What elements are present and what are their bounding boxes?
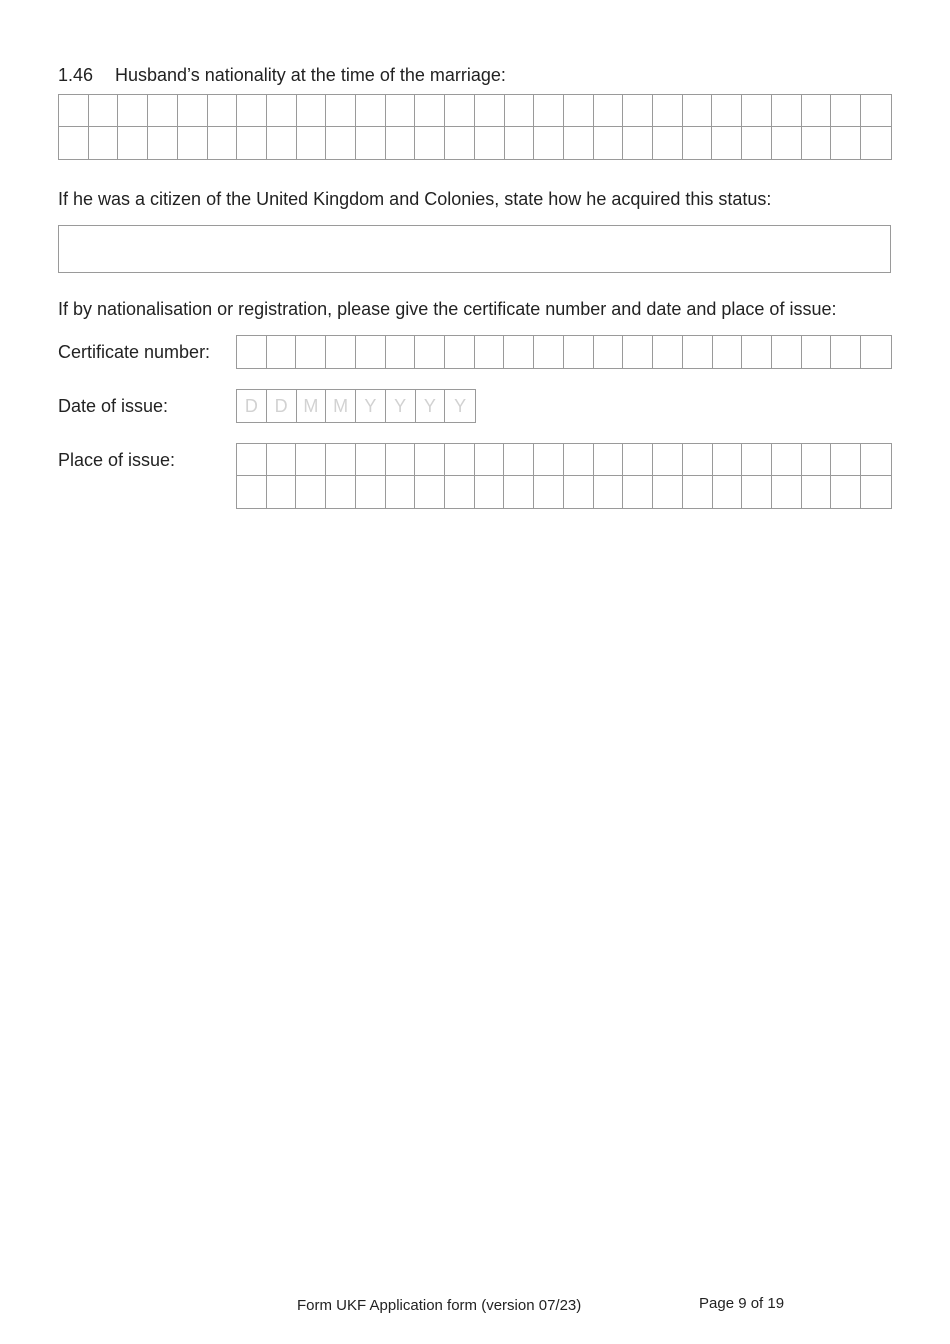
character-box[interactable]: [356, 476, 386, 508]
character-box[interactable]: [475, 127, 505, 159]
character-box[interactable]: [326, 336, 356, 368]
character-box[interactable]: [742, 444, 772, 476]
character-box[interactable]: [356, 127, 386, 159]
character-box[interactable]: [594, 336, 624, 368]
character-box[interactable]: [445, 444, 475, 476]
character-box[interactable]: [802, 336, 832, 368]
naturalisation-prompt: If by nationalisation or registration, please give the certificate number and date and place of issue:: [58, 299, 837, 319]
character-box[interactable]: [415, 95, 445, 127]
character-box[interactable]: [653, 336, 683, 368]
character-box[interactable]: [712, 95, 742, 127]
footer-form-name: Form UKF Application form (version 07/23): [297, 1297, 582, 1314]
character-box[interactable]: [831, 476, 861, 508]
character-box[interactable]: [594, 95, 624, 127]
character-box[interactable]: [861, 336, 891, 368]
character-box[interactable]: [504, 476, 534, 508]
character-box[interactable]: [802, 476, 832, 508]
character-box[interactable]: [237, 127, 267, 159]
character-box[interactable]: [861, 127, 891, 159]
place-of-issue-label: Place of issue:: [58, 450, 176, 470]
character-box[interactable]: [445, 127, 475, 159]
character-box[interactable]: [445, 95, 475, 127]
character-box[interactable]: [504, 336, 534, 368]
character-box[interactable]: [386, 95, 416, 127]
character-box[interactable]: [237, 95, 267, 127]
character-box[interactable]: [326, 95, 356, 127]
character-box[interactable]: [594, 127, 624, 159]
certificate-number-label: Certificate number:: [58, 342, 211, 362]
character-box[interactable]: [267, 476, 297, 508]
character-box[interactable]: [564, 95, 594, 127]
character-box[interactable]: [772, 336, 802, 368]
character-box[interactable]: [802, 127, 832, 159]
character-box[interactable]: [534, 95, 564, 127]
character-box[interactable]: [713, 444, 743, 476]
character-box[interactable]: [742, 95, 772, 127]
date-digit-box[interactable]: Y: [356, 390, 386, 422]
character-box[interactable]: [386, 444, 416, 476]
character-box[interactable]: [772, 476, 802, 508]
character-box[interactable]: [534, 336, 564, 368]
character-box[interactable]: [267, 444, 297, 476]
date-digit-box[interactable]: D: [267, 390, 297, 422]
character-box[interactable]: [861, 476, 891, 508]
character-box[interactable]: [831, 127, 861, 159]
character-box[interactable]: [415, 444, 445, 476]
citizen-status-prompt: If he was a citizen of the United Kingdom and Colonies, state how he acquired this status:: [58, 189, 772, 209]
character-box[interactable]: [386, 336, 416, 368]
character-box[interactable]: [534, 444, 564, 476]
character-box[interactable]: [297, 95, 327, 127]
character-box[interactable]: [118, 127, 148, 159]
character-box[interactable]: [772, 127, 802, 159]
character-box[interactable]: [683, 476, 713, 508]
character-box[interactable]: [445, 336, 475, 368]
character-box[interactable]: [148, 127, 178, 159]
character-box[interactable]: [326, 444, 356, 476]
character-box[interactable]: [267, 95, 297, 127]
date-digit-box[interactable]: Y: [416, 390, 446, 422]
character-box[interactable]: [237, 336, 267, 368]
citizen-status-input[interactable]: [58, 225, 891, 273]
character-box[interactable]: [59, 95, 89, 127]
character-box[interactable]: [683, 95, 713, 127]
character-box[interactable]: [564, 476, 594, 508]
character-box[interactable]: [89, 127, 119, 159]
character-box[interactable]: [772, 95, 802, 127]
character-box[interactable]: [504, 444, 534, 476]
character-box[interactable]: [831, 444, 861, 476]
character-box[interactable]: [772, 444, 802, 476]
character-box[interactable]: [297, 127, 327, 159]
character-box[interactable]: [296, 444, 326, 476]
character-box[interactable]: [296, 336, 326, 368]
character-box[interactable]: [237, 476, 267, 508]
character-box[interactable]: [802, 95, 832, 127]
character-box[interactable]: [89, 95, 119, 127]
character-box[interactable]: [267, 127, 297, 159]
character-box[interactable]: [683, 127, 713, 159]
character-box[interactable]: [386, 476, 416, 508]
question-label: Husband’s nationality at the time of the marriage:: [115, 65, 506, 85]
character-box[interactable]: [623, 127, 653, 159]
date-digit-box[interactable]: M: [297, 390, 327, 422]
character-box[interactable]: [475, 444, 505, 476]
character-box[interactable]: [594, 476, 624, 508]
character-box[interactable]: [386, 127, 416, 159]
character-box[interactable]: [564, 444, 594, 476]
character-box[interactable]: [505, 127, 535, 159]
character-box[interactable]: [356, 95, 386, 127]
character-box[interactable]: [505, 95, 535, 127]
character-box[interactable]: [831, 336, 861, 368]
character-box[interactable]: [118, 95, 148, 127]
character-box[interactable]: [653, 444, 683, 476]
character-box[interactable]: [178, 95, 208, 127]
character-box[interactable]: [475, 95, 505, 127]
character-box[interactable]: [623, 336, 653, 368]
character-box[interactable]: [59, 127, 89, 159]
character-box[interactable]: [683, 336, 713, 368]
character-box[interactable]: [415, 127, 445, 159]
character-box[interactable]: [237, 444, 267, 476]
character-box[interactable]: [713, 476, 743, 508]
character-box[interactable]: [742, 336, 772, 368]
character-box[interactable]: [683, 444, 713, 476]
character-box[interactable]: [178, 127, 208, 159]
character-box[interactable]: [475, 336, 505, 368]
character-box[interactable]: [356, 336, 386, 368]
character-box[interactable]: [713, 336, 743, 368]
footer-page-number: Page 9 of 19: [699, 1295, 785, 1312]
character-box[interactable]: [653, 476, 683, 508]
character-box[interactable]: [623, 95, 653, 127]
character-box[interactable]: [534, 476, 564, 508]
character-box[interactable]: [623, 476, 653, 508]
character-box[interactable]: [267, 336, 297, 368]
character-box[interactable]: [712, 127, 742, 159]
character-box[interactable]: [564, 336, 594, 368]
character-box[interactable]: [742, 476, 772, 508]
place-of-issue-input-grid[interactable]: [236, 443, 892, 509]
nationality-input-grid[interactable]: [58, 94, 892, 160]
character-box[interactable]: [415, 336, 445, 368]
certificate-number-input-grid[interactable]: [236, 335, 892, 369]
question-number: 1.46: [58, 65, 94, 85]
character-box[interactable]: [326, 127, 356, 159]
character-box[interactable]: [415, 476, 445, 508]
date-digit-box[interactable]: Y: [454, 395, 467, 416]
character-box[interactable]: [831, 95, 861, 127]
character-box[interactable]: [326, 476, 356, 508]
character-box[interactable]: [653, 95, 683, 127]
date-of-issue-input-grid[interactable]: [236, 389, 476, 423]
character-box[interactable]: [742, 127, 772, 159]
character-box[interactable]: [861, 95, 891, 127]
character-box[interactable]: [475, 476, 505, 508]
date-digit-box[interactable]: D: [237, 390, 267, 422]
character-box[interactable]: [594, 444, 624, 476]
character-box[interactable]: [653, 127, 683, 159]
character-box[interactable]: [802, 444, 832, 476]
character-box[interactable]: [861, 444, 891, 476]
date-digit-box[interactable]: Y: [386, 390, 416, 422]
character-box[interactable]: [564, 127, 594, 159]
character-box[interactable]: [623, 444, 653, 476]
character-box[interactable]: [208, 95, 238, 127]
character-box[interactable]: [534, 127, 564, 159]
character-box[interactable]: [356, 444, 386, 476]
character-box[interactable]: [208, 127, 238, 159]
character-box[interactable]: [445, 476, 475, 508]
character-box[interactable]: [296, 476, 326, 508]
date-digit-box[interactable]: M: [326, 390, 356, 422]
date-of-issue-label: Date of issue:: [58, 396, 169, 416]
character-box[interactable]: [148, 95, 178, 127]
